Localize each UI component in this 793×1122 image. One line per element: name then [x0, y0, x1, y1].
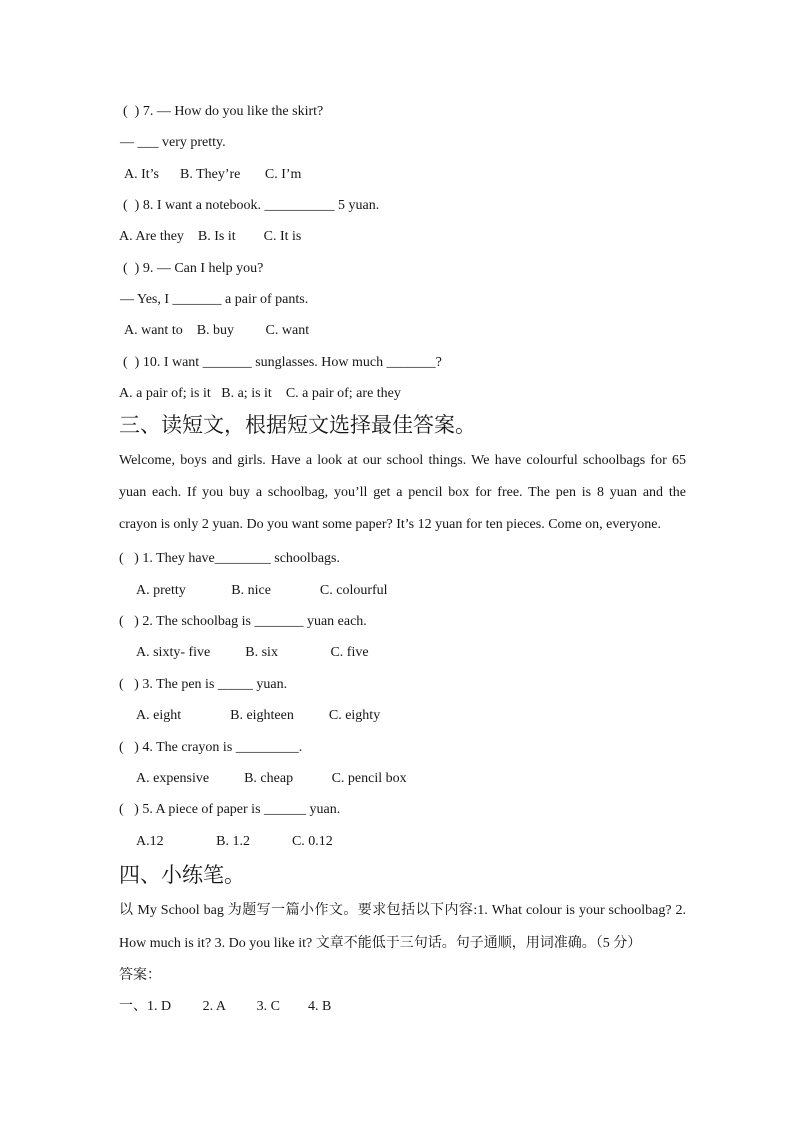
reading-question-2-options: A. sixty- five B. six C. five — [136, 645, 369, 661]
reading-questions — [119, 543, 686, 856]
writing-prompt-line-2: How much is it? 3. Do you like it? 文章不能低于三句话。句子通顺，用词准确。（5 分） — [119, 935, 642, 951]
passage-line-2: yuan each. If you buy a schoolbag, you’ll get a pencil box for free. The pen is 8 yuan and the — [119, 485, 686, 501]
writing-prompt-line-1: 以 My School bag 为题写一篇小作文。要求包括以下内容:1. What colour is your schoolbag? 2. — [119, 902, 686, 918]
question-10-stem: ( ) 10. I want _______ sunglasses. How much _______? — [123, 354, 442, 370]
reading-section-heading: 三、读短文，根据短文选择最佳答案。 — [119, 413, 476, 438]
question-10-options: A. a pair of; is it B. a; is it C. a pair of; are they — [119, 386, 401, 402]
reading-question-1-stem: ( ) 1. They have________ schoolbags. — [119, 551, 340, 567]
question-8-options: A. Are they B. Is it C. It is — [119, 229, 302, 245]
answers-row-one: 一、1. D 2. A 3. C 4. B — [119, 999, 332, 1015]
question-9-response: — Yes, I _______ a pair of pants. — [120, 292, 309, 308]
reading-question-3-options: A. eight B. eighteen C. eighty — [136, 708, 381, 724]
reading-section — [119, 409, 686, 856]
reading-question-2-stem: ( ) 2. The schoolbag is _______ yuan each. — [119, 614, 367, 630]
question-9-stem: ( ) 9. — Can I help you? — [123, 260, 264, 276]
reading-passage — [119, 445, 686, 541]
question-7-response: — ___ very pretty. — [120, 135, 226, 151]
answers-label: 答案： — [119, 967, 161, 983]
passage-line-3: crayon is only 2 yuan. Do you want some paper? It’s 12 yuan for ten pieces. Come on, everyone. — [119, 517, 661, 533]
reading-question-3-stem: ( ) 3. The pen is _____ yuan. — [119, 676, 288, 692]
reading-question-4-stem: ( ) 4. The crayon is _________. — [119, 739, 303, 755]
question-9-options: A. want to B. buy C. want — [124, 323, 310, 339]
question-7-stem: ( ) 7. — How do you like the skirt? — [123, 104, 324, 119]
passage-line-1: Welcome, boys and girls. Have a look at our school things. We have colourful schoolbags for 65 — [119, 453, 686, 469]
multiple-choice-section — [119, 96, 686, 409]
question-8-stem: ( ) 8. I want a notebook. __________ 5 yuan. — [123, 198, 380, 214]
reading-question-5-stem: ( ) 5. A piece of paper is ______ yuan. — [119, 802, 341, 818]
reading-question-5-options: A.12 B. 1.2 C. 0.12 — [136, 833, 333, 849]
reading-question-4-options: A. expensive B. cheap C. pencil box — [136, 770, 407, 786]
answers-section — [119, 960, 686, 1023]
reading-question-1-options: A. pretty B. nice C. colourful — [136, 582, 388, 598]
writing-section — [119, 859, 686, 960]
writing-section-heading: 四、小练笔。 — [119, 862, 245, 887]
question-7-options: A. It’s B. They’re C. I’m — [124, 166, 302, 182]
